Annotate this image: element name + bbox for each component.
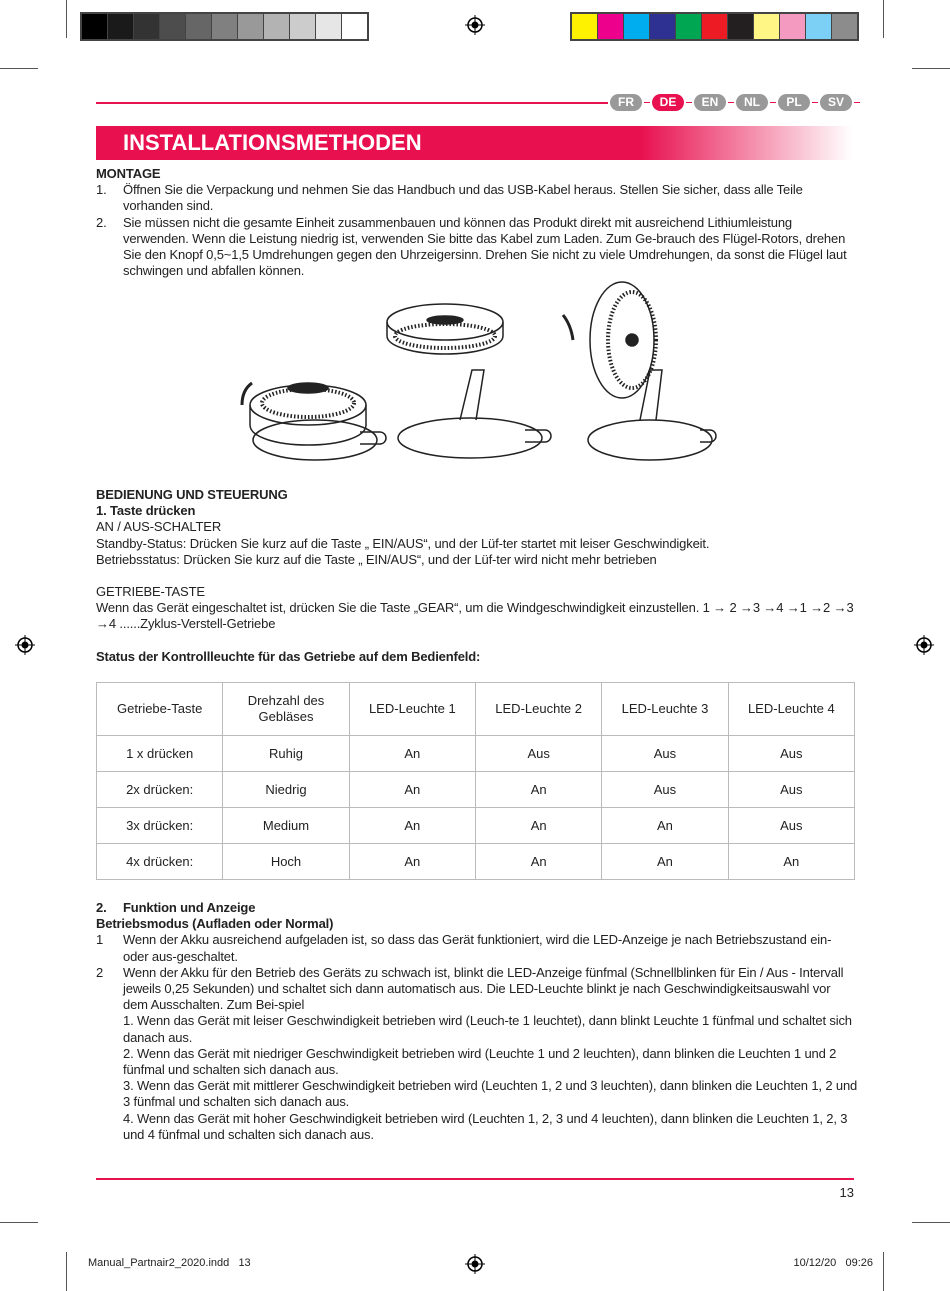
table-row (97, 808, 855, 844)
montage-section (96, 166, 858, 279)
color-swatch (134, 14, 160, 39)
color-swatch (212, 14, 238, 39)
table-cell: An (349, 844, 475, 880)
crop-mark (66, 0, 67, 38)
language-tab-fr: FR (610, 94, 642, 111)
color-swatch (342, 14, 367, 39)
separator (812, 102, 818, 104)
cmyk-color-bar (570, 12, 859, 41)
color-swatch (702, 14, 728, 39)
language-tab-pl: PL (778, 94, 810, 111)
footer-date: 10/12/20 09:26 (793, 1257, 873, 1269)
language-selector (610, 94, 862, 111)
grayscale-color-bar (80, 12, 369, 41)
color-swatch (238, 14, 264, 39)
control-heading: BEDIENUNG UND STEUERUNG (96, 487, 288, 502)
color-swatch (676, 14, 702, 39)
table-cell: An (602, 844, 728, 880)
item-number: 1. (96, 182, 107, 198)
footer-filename: Manual_Partnair2_2020.indd 13 (88, 1257, 251, 1269)
color-swatch (572, 14, 598, 39)
list-item (96, 932, 858, 964)
table-cell: Hoch (223, 844, 349, 880)
table-cell: An (475, 772, 601, 808)
color-swatch (186, 14, 212, 39)
control-subheading: 1. Taste drücken (96, 503, 196, 519)
gear-heading: GETRIEBE-TASTE (96, 584, 205, 600)
control-section (96, 487, 858, 665)
page-title: INSTALLATIONSMETHODEN (123, 130, 422, 155)
example-item: 4. Wenn das Gerät mit hoher Geschwindigkeit betrieben wird (Leuchten 1, 2, 3 und 4 leuchten), dann blinken die Leuchten 1, 2, 3 und 4 fünfmal und schalten sich danach aus. (123, 1110, 848, 1142)
example-item: 2. Wenn das Gerät mit niedriger Geschwindigkeit betrieben wird (Leuchte 1 und 2 leuchten), dann blinken die Leuchten 1 und 2 fünfmal und schalten sich danach aus. (123, 1045, 837, 1078)
language-tab-en: EN (694, 94, 726, 111)
table-cell: Aus (602, 772, 728, 808)
table-header-row (97, 683, 855, 736)
registration-mark-icon (465, 1254, 485, 1274)
color-swatch (624, 14, 650, 39)
gear-text: Wenn das Gerät eingeschaltet ist, drücken Sie die Taste „GEAR“, um die Windgeschwindigkeit einzustellen. 1 → 2 →3 →4 →1 →2 →3 →4 ......Zyklus-Verstell-Getriebe (96, 600, 854, 632)
table-cell: Aus (728, 736, 854, 772)
language-tab-nl: NL (736, 94, 768, 111)
crop-mark (883, 1252, 884, 1291)
item-number: 2 (96, 964, 104, 980)
item-number: 2. (96, 214, 107, 230)
column-header: LED-Leuchte 4 (728, 683, 854, 736)
table-cell: An (349, 736, 475, 772)
registration-mark-icon (15, 635, 35, 655)
color-swatch (290, 14, 316, 39)
header-rule (96, 102, 608, 104)
color-swatch (316, 14, 342, 39)
column-header: LED-Leuchte 1 (349, 683, 475, 736)
item-text: Wenn der Akku für den Betrieb des Geräts zu schwach ist, blinkt die LED-Anzeige fünfmal (Schnellblinken für Ein / Aus - Intervall jeweils 0,25 Sekunden) und schaltet sich dann automatisch aus. Die LED-Leuchte blinkt je nach Geschwindigkeitsauswahl vor dem Ausschalten. Zum Bei-spiel (123, 964, 844, 1013)
color-swatch (264, 14, 290, 39)
list-item (96, 965, 858, 1014)
table-cell: 1 x drücken (97, 736, 223, 772)
mode-heading: Betriebsmodus (Aufladen oder Normal) (96, 916, 334, 932)
switch-label: AN / AUS-SCHALTER (96, 519, 222, 535)
table-cell: An (349, 772, 475, 808)
upright-fan (588, 282, 716, 460)
color-swatch (728, 14, 754, 39)
separator (854, 102, 860, 104)
item-number: 1 (96, 932, 104, 948)
status-heading: Status der Kontrollleuchte für das Getriebe auf dem Bedienfeld: (96, 648, 481, 664)
registration-mark-icon (465, 15, 485, 35)
function-section (96, 900, 858, 1143)
item-text: Öffnen Sie die Verpackung und nehmen Sie das Handbuch und das USB-Kabel heraus. Stellen Sie sicher, dass alle Teile vorhanden sind. (123, 182, 803, 214)
crop-mark (66, 1252, 67, 1291)
table-cell: 3x drücken: (97, 808, 223, 844)
table-cell: Medium (223, 808, 349, 844)
table-cell: Niedrig (223, 772, 349, 808)
item-text: Wenn der Akku ausreichend aufgeladen ist, so dass das Gerät funktioniert, wird die LED-Anzeige je nach Betriebszustand ein- oder aus-geschaltet. (123, 932, 832, 964)
separator (686, 102, 692, 104)
color-swatch (806, 14, 832, 39)
table-cell: Aus (475, 736, 601, 772)
table-row (97, 772, 855, 808)
page-number: 13 (839, 1185, 854, 1200)
color-swatch (780, 14, 806, 39)
table-cell: Ruhig (223, 736, 349, 772)
table-cell: An (602, 808, 728, 844)
table-cell: An (475, 844, 601, 880)
separator (728, 102, 734, 104)
color-swatch (754, 14, 780, 39)
running-text: Betriebsstatus: Drücken Sie kurz auf die Taste „ EIN/AUS“, und der Lüf-ter wird nicht mehr betrieben (96, 551, 657, 567)
separator (644, 102, 650, 104)
crop-mark (912, 68, 950, 69)
crop-mark (883, 0, 884, 38)
crop-mark (0, 68, 38, 69)
separator (770, 102, 776, 104)
standby-text: Standby-Status: Drücken Sie kurz auf die Taste „ EIN/AUS“, und der Lüf-ter startet mit leiser Geschwindigkeit. (96, 535, 710, 551)
crop-mark (0, 1222, 38, 1223)
language-tab-sv: SV (820, 94, 852, 111)
column-header: Getriebe-Taste (97, 683, 223, 736)
table-cell: An (349, 808, 475, 844)
list-item (96, 215, 858, 280)
list-item (96, 182, 858, 214)
crop-mark (912, 1222, 950, 1223)
column-header: LED-Leuchte 3 (602, 683, 728, 736)
footer-rule (96, 1178, 854, 1180)
registration-mark-icon (914, 635, 934, 655)
led-status-table (96, 682, 855, 880)
column-header: LED-Leuchte 2 (475, 683, 601, 736)
montage-heading: MONTAGE (96, 166, 161, 181)
table-cell: 4x drücken: (97, 844, 223, 880)
fan-assembly-illustration (230, 280, 730, 470)
language-tab-de: DE (652, 94, 684, 111)
function-heading: Funktion und Anzeige (123, 900, 256, 915)
color-swatch (82, 14, 108, 39)
table-cell: An (475, 808, 601, 844)
example-item: 1. Wenn das Gerät mit leiser Geschwindigkeit betrieben wird (Leuch-te 1 leuchtet), dann blinkt Leuchte 1 fünfmal und schaltet sich danach aus. (123, 1013, 852, 1045)
color-swatch (598, 14, 624, 39)
color-swatch (160, 14, 186, 39)
table-cell: An (728, 844, 854, 880)
half-raised-fan (387, 304, 573, 458)
title-band (96, 126, 852, 160)
item-text: Sie müssen nicht die gesamte Einheit zusammenbauen und können das Produkt direkt mit ausreichend Lithiumleistung verwenden. Wenn die Leistung niedrig ist, verwenden Sie bitte das Kabel zum Laden. Zum Ge-brauch des Flügel-Rotors, drehen Sie den Knopf 0,5~1,5 Umdrehungen gegen den Uhrzeigersinn. Drehen Sie nicht zu viele Umdrehungen, da sonst die Flügel laut schwingen und abfallen können. (123, 214, 847, 279)
table-cell: Aus (728, 808, 854, 844)
table-row (97, 844, 855, 880)
column-header: Drehzahl des Gebläses (223, 683, 349, 736)
table-cell: 2x drücken: (97, 772, 223, 808)
example-item: 3. Wenn das Gerät mit mittlerer Geschwindigkeit betrieben wird (Leuchten 1, 2 und 3 leuchten), dann blinken die Leuchten 1, 2 und 3 fünfmal und schalten sich danach aus. (123, 1078, 858, 1110)
color-swatch (650, 14, 676, 39)
table-cell: Aus (728, 772, 854, 808)
folded-fan (242, 383, 386, 460)
color-swatch (832, 14, 857, 39)
table-row (97, 736, 855, 772)
table-cell: Aus (602, 736, 728, 772)
function-heading-number: 2. (96, 900, 107, 915)
color-swatch (108, 14, 134, 39)
